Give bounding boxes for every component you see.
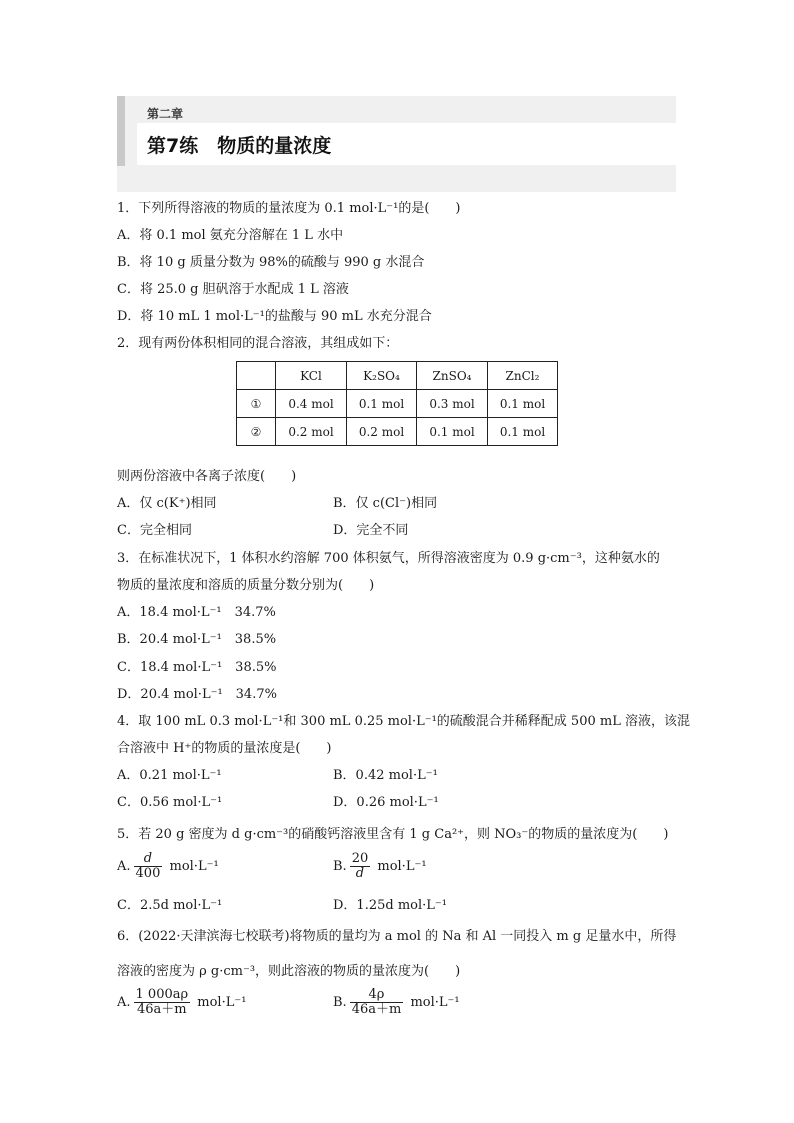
title-box [137,123,676,165]
q2-stem: 2．现有两份体积相同的混合溶液，其组成如下： [117,336,399,351]
unit: mol·L⁻¹ [169,859,219,874]
table-header-cell: ZnCl₂ [488,362,558,390]
table-row [237,418,558,446]
table-cell: 0.3 mol [417,390,488,418]
page-title: 第7练 物质的量浓度 [147,135,332,157]
fraction-denominator: 46a＋m [137,1002,187,1017]
q4-stem-line2: 合溶液中 H⁺的物质的量浓度是( ) [117,741,332,756]
q2-option-c: C．完全相同 [117,523,192,538]
fraction-numerator: 4ρ [350,988,404,1003]
q2-option-a: A．仅 c(K⁺)相同 [117,496,217,511]
table-header-cell: ZnSO₄ [417,362,488,390]
q3-option-b: B．20.4 mol·L⁻¹ 38.5% [117,632,277,647]
table-cell: 0.2 mol [347,418,417,446]
unit: mol·L⁻¹ [410,995,460,1010]
header-accent-bar [117,96,125,166]
table-cell: 0.2 mol [276,418,347,446]
table-header-cell: KCl [276,362,347,390]
q1-option-a: A．将 0.1 mol 氨充分溶解在 1 L 水中 [117,228,344,243]
q4-option-d: D．0.26 mol·L⁻¹ [333,795,439,810]
q6-stem-line2: 溶液的密度为 ρ g·cm⁻³，则此溶液的物质的量浓度为( ) [117,964,461,979]
option-letter: A. [117,859,131,874]
q1-stem: 1．下列所得溶液的物质的量浓度为 0.1 mol·L⁻¹的是( ) [117,201,461,216]
table-cell: 0.1 mol [347,390,417,418]
table-cell: ① [237,390,276,418]
fraction [134,988,191,1017]
option-letter: B. [333,859,347,874]
table-header-row [237,362,558,390]
q5-option-d: D．1.25d mol·L⁻¹ [333,898,447,913]
table-header-cell: K₂SO₄ [347,362,417,390]
fraction-numerator: 20 [351,851,369,866]
fraction-denominator: 46a＋m [351,1002,402,1017]
q6-stem-line1: 6．(2022·天津滨海七校联考)将物质的量均为 a mol 的 Na 和 Al 一同投入 m g 足量水中，所得 [117,929,677,944]
fraction [350,988,404,1017]
q2-ask: 则两份溶液中各离子浓度( ) [117,469,297,484]
q2-option-d: D．完全不同 [333,523,409,538]
q3-option-a: A．18.4 mol·L⁻¹ 34.7% [117,605,276,620]
fraction [134,852,163,881]
table-cell: 0.4 mol [276,390,347,418]
option-letter: B. [333,995,347,1010]
option-letter: A. [117,995,131,1010]
chapter-header [117,96,676,192]
fraction [350,852,371,881]
q6-option-a [117,988,246,1017]
q5-option-c: C．2.5d mol·L⁻¹ [117,898,223,913]
q4-option-b: B．0.42 mol·L⁻¹ [333,768,438,783]
table-cell: 0.1 mol [488,390,558,418]
q1-option-c: C．将 25.0 g 胆矾溶于水配成 1 L 溶液 [117,282,349,297]
table-header-cell [237,362,276,390]
q5-stem: 5．若 20 g 密度为 d g·cm⁻³的硝酸钙溶液里含有 1 g Ca²⁺，则 NO₃⁻的物质的量浓度为( ) [117,827,669,842]
table-cell: 0.1 mol [488,418,558,446]
q5-option-a [117,852,219,881]
q3-option-d: D．20.4 mol·L⁻¹ 34.7% [117,687,277,702]
table-row [237,390,558,418]
fraction-denominator: d [355,866,365,881]
q6-option-b [333,988,460,1017]
q4-stem-line1: 4．取 100 mL 0.3 mol·L⁻¹和 300 mL 0.25 mol·L⁻¹的硫酸混合并稀释配成 500 mL 溶液，该混 [117,714,690,729]
composition-table [236,361,558,446]
q3-stem-line2: 物质的量浓度和溶质的质量分数分别为( ) [117,578,375,593]
fraction-numerator: 1 000aρ [135,987,189,1002]
q1-option-d: D．将 10 mL 1 mol·L⁻¹的盐酸与 90 mL 水充分混合 [117,309,432,324]
q4-option-a: A．0.21 mol·L⁻¹ [117,768,222,783]
unit: mol·L⁻¹ [377,859,427,874]
unit: mol·L⁻¹ [197,995,247,1010]
q2-option-b: B．仅 c(Cl⁻)相同 [333,496,438,511]
fraction-denominator: 400 [135,866,161,881]
fraction-numerator: d [134,852,163,867]
q5-option-b [333,852,427,881]
table-cell: 0.1 mol [417,418,488,446]
table-cell: ② [237,418,276,446]
q3-stem-line1: 3．在标准状况下，1 体积水约溶解 700 体积氨气，所得溶液密度为 0.9 g·cm⁻³，这种氨水的 [117,551,660,566]
q3-option-c: C．18.4 mol·L⁻¹ 38.5% [117,660,277,675]
q1-option-b: B．将 10 g 质量分数为 98%的硫酸与 990 g 水混合 [117,255,425,270]
chapter-label: 第二章 [147,107,184,121]
q4-option-c: C．0.56 mol·L⁻¹ [117,795,223,810]
